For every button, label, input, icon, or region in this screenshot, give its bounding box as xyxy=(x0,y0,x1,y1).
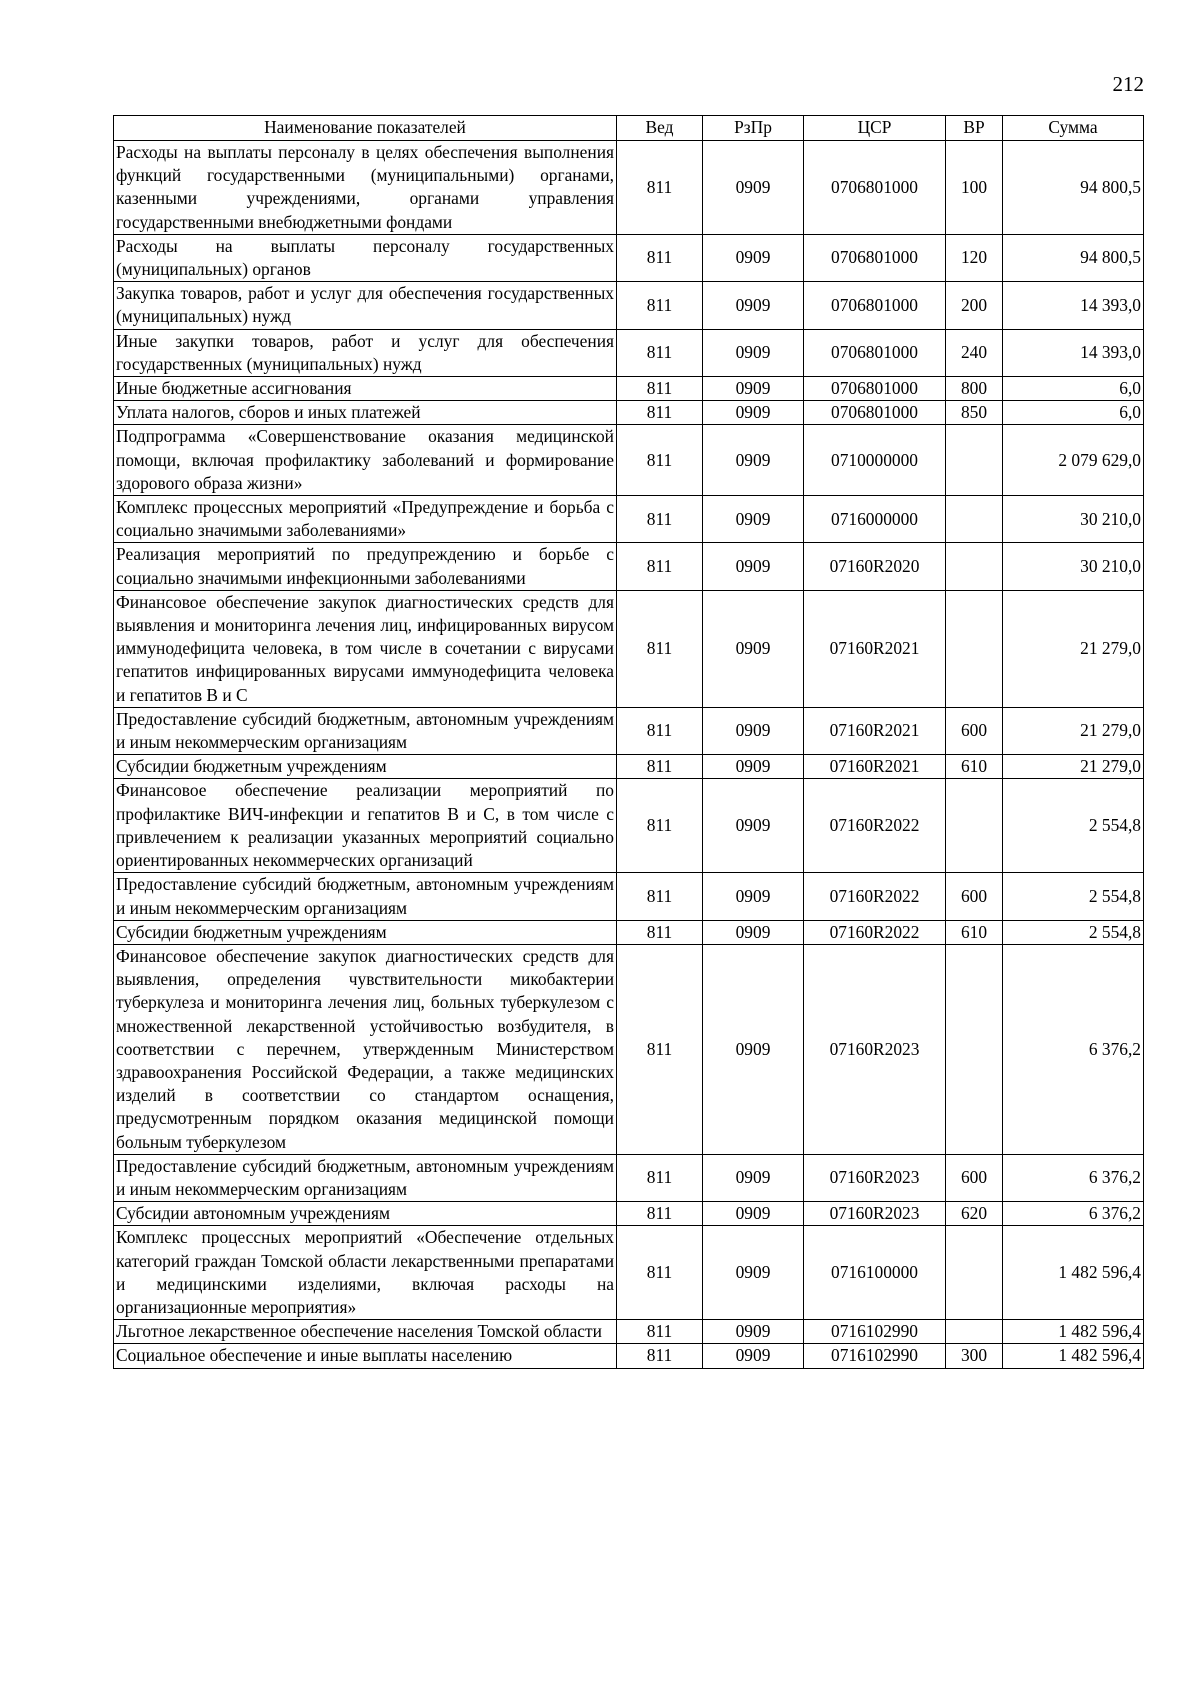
cell-rzpr: 0909 xyxy=(703,590,804,707)
cell-vr: 200 xyxy=(946,282,1003,329)
cell-sum: 21 279,0 xyxy=(1003,755,1144,779)
cell-name: Иные бюджетные ассигнования xyxy=(114,377,617,401)
table-row xyxy=(114,779,1144,873)
cell-name: Финансовое обеспечение реализации мероприятий по профилактике ВИЧ-инфекции и гепатитов В и С, в том числе с привлечением к реализации указанных мероприятий социально ориентированных некоммерческих организаций xyxy=(114,779,617,873)
cell-sum: 21 279,0 xyxy=(1003,590,1144,707)
table-row xyxy=(114,401,1144,425)
cell-sum: 2 554,8 xyxy=(1003,920,1144,944)
cell-rzpr: 0909 xyxy=(703,543,804,590)
table-row xyxy=(114,543,1144,590)
table-row xyxy=(114,944,1144,1154)
table-row xyxy=(114,234,1144,281)
cell-rzpr: 0909 xyxy=(703,873,804,920)
cell-rzpr: 0909 xyxy=(703,329,804,376)
cell-csr: 0706801000 xyxy=(804,141,946,235)
cell-ved: 811 xyxy=(617,944,703,1154)
cell-rzpr: 0909 xyxy=(703,377,804,401)
table-row xyxy=(114,1344,1144,1368)
table-row xyxy=(114,329,1144,376)
cell-csr: 07160R2023 xyxy=(804,944,946,1154)
cell-vr: 600 xyxy=(946,1154,1003,1201)
cell-name: Финансовое обеспечение закупок диагностических средств для выявления и мониторинга лечения лиц, инфицированных вирусом иммунодефицита человека, в том числе в сочетании с вирусами гепатитов инфицированных вирусами иммунодефицита человека и гепатитов В и С xyxy=(114,590,617,707)
cell-name: Предоставление субсидий бюджетным, автономным учреждениям и иным некоммерческим организациям xyxy=(114,1154,617,1201)
cell-rzpr: 0909 xyxy=(703,1202,804,1226)
cell-rzpr: 0909 xyxy=(703,920,804,944)
cell-vr xyxy=(946,779,1003,873)
header-sum: Сумма xyxy=(1003,116,1144,141)
cell-csr: 0706801000 xyxy=(804,377,946,401)
cell-csr: 07160R2022 xyxy=(804,873,946,920)
cell-rzpr: 0909 xyxy=(703,282,804,329)
cell-rzpr: 0909 xyxy=(703,1226,804,1320)
header-name: Наименование показателей xyxy=(114,116,617,141)
table-row xyxy=(114,873,1144,920)
header-rzpr: РзПр xyxy=(703,116,804,141)
table-row xyxy=(114,1154,1144,1201)
cell-csr: 0706801000 xyxy=(804,234,946,281)
cell-rzpr: 0909 xyxy=(703,779,804,873)
cell-ved: 811 xyxy=(617,920,703,944)
cell-csr: 07160R2022 xyxy=(804,779,946,873)
table-row xyxy=(114,755,1144,779)
table-row xyxy=(114,1226,1144,1320)
cell-ved: 811 xyxy=(617,779,703,873)
cell-name: Социальное обеспечение и иные выплаты населению xyxy=(114,1344,617,1368)
cell-sum: 2 079 629,0 xyxy=(1003,425,1144,496)
cell-csr: 0716102990 xyxy=(804,1320,946,1344)
cell-csr: 07160R2022 xyxy=(804,920,946,944)
cell-sum: 2 554,8 xyxy=(1003,779,1144,873)
cell-csr: 07160R2023 xyxy=(804,1154,946,1201)
cell-vr: 100 xyxy=(946,141,1003,235)
cell-vr: 610 xyxy=(946,920,1003,944)
cell-vr xyxy=(946,944,1003,1154)
table-row xyxy=(114,1320,1144,1344)
cell-rzpr: 0909 xyxy=(703,1344,804,1368)
cell-sum: 6 376,2 xyxy=(1003,1202,1144,1226)
cell-sum: 1 482 596,4 xyxy=(1003,1320,1144,1344)
cell-ved: 811 xyxy=(617,401,703,425)
table-body xyxy=(114,141,1144,1369)
cell-ved: 811 xyxy=(617,234,703,281)
cell-csr: 0706801000 xyxy=(804,329,946,376)
cell-csr: 07160R2023 xyxy=(804,1202,946,1226)
cell-csr: 0706801000 xyxy=(804,401,946,425)
cell-vr xyxy=(946,543,1003,590)
table-row xyxy=(114,1202,1144,1226)
cell-sum: 6 376,2 xyxy=(1003,944,1144,1154)
cell-ved: 811 xyxy=(617,282,703,329)
cell-csr: 0710000000 xyxy=(804,425,946,496)
page-number: 212 xyxy=(1112,72,1144,96)
cell-vr xyxy=(946,1320,1003,1344)
cell-name: Финансовое обеспечение закупок диагностических средств для выявления, определения чувствительности микобактерии туберкулеза и мониторинга лечения лиц, больных туберкулезом с множественной лекарственной устойчивостью возбудителя, в соответствии с перечнем, утвержденным Министерством здравоохранения Российской Федерации, а также медицинских изделий в соответствии со стандартом оснащения, предусмотренным порядком оказания медицинской помощи больным туберкулезом xyxy=(114,944,617,1154)
cell-name: Субсидии автономным учреждениям xyxy=(114,1202,617,1226)
cell-rzpr: 0909 xyxy=(703,401,804,425)
cell-rzpr: 0909 xyxy=(703,707,804,754)
cell-sum: 6 376,2 xyxy=(1003,1154,1144,1201)
cell-name: Закупка товаров, работ и услуг для обеспечения государственных (муниципальных) нужд xyxy=(114,282,617,329)
cell-name: Уплата налогов, сборов и иных платежей xyxy=(114,401,617,425)
cell-csr: 0716100000 xyxy=(804,1226,946,1320)
table-row xyxy=(114,377,1144,401)
cell-rzpr: 0909 xyxy=(703,944,804,1154)
cell-ved: 811 xyxy=(617,1320,703,1344)
cell-sum: 2 554,8 xyxy=(1003,873,1144,920)
cell-name: Подпрограмма «Совершенствование оказания медицинской помощи, включая профилактику заболеваний и формирование здорового образа жизни» xyxy=(114,425,617,496)
cell-vr: 620 xyxy=(946,1202,1003,1226)
table-row xyxy=(114,282,1144,329)
cell-rzpr: 0909 xyxy=(703,1320,804,1344)
cell-rzpr: 0909 xyxy=(703,141,804,235)
cell-csr: 0716102990 xyxy=(804,1344,946,1368)
header-vr: ВР xyxy=(946,116,1003,141)
cell-sum: 14 393,0 xyxy=(1003,282,1144,329)
header-csr: ЦСР xyxy=(804,116,946,141)
cell-vr: 300 xyxy=(946,1344,1003,1368)
cell-vr: 610 xyxy=(946,755,1003,779)
cell-ved: 811 xyxy=(617,1226,703,1320)
cell-rzpr: 0909 xyxy=(703,496,804,543)
table-row xyxy=(114,141,1144,235)
cell-name: Комплекс процессных мероприятий «Предупреждение и борьба с социально значимыми заболеваниями» xyxy=(114,496,617,543)
cell-vr: 120 xyxy=(946,234,1003,281)
cell-name: Предоставление субсидий бюджетным, автономным учреждениям и иным некоммерческим организациям xyxy=(114,873,617,920)
cell-name: Субсидии бюджетным учреждениям xyxy=(114,755,617,779)
cell-sum: 21 279,0 xyxy=(1003,707,1144,754)
cell-vr xyxy=(946,590,1003,707)
cell-csr: 0706801000 xyxy=(804,282,946,329)
table-row xyxy=(114,920,1144,944)
cell-csr: 0716000000 xyxy=(804,496,946,543)
cell-vr: 800 xyxy=(946,377,1003,401)
cell-sum: 1 482 596,4 xyxy=(1003,1226,1144,1320)
cell-name: Расходы на выплаты персоналу государственных (муниципальных) органов xyxy=(114,234,617,281)
cell-rzpr: 0909 xyxy=(703,234,804,281)
cell-ved: 811 xyxy=(617,377,703,401)
table-row xyxy=(114,590,1144,707)
cell-csr: 07160R2020 xyxy=(804,543,946,590)
cell-sum: 14 393,0 xyxy=(1003,329,1144,376)
cell-vr: 850 xyxy=(946,401,1003,425)
cell-name: Субсидии бюджетным учреждениям xyxy=(114,920,617,944)
cell-name: Комплекс процессных мероприятий «Обеспечение отдельных категорий граждан Томской области лекарственными препаратами и медицинскими изделиями, включая расходы на организационные мероприятия» xyxy=(114,1226,617,1320)
cell-ved: 811 xyxy=(617,873,703,920)
cell-ved: 811 xyxy=(617,425,703,496)
cell-sum: 94 800,5 xyxy=(1003,141,1144,235)
table-row xyxy=(114,425,1144,496)
cell-vr xyxy=(946,1226,1003,1320)
cell-ved: 811 xyxy=(617,329,703,376)
cell-ved: 811 xyxy=(617,141,703,235)
cell-ved: 811 xyxy=(617,590,703,707)
cell-vr xyxy=(946,425,1003,496)
cell-name: Льготное лекарственное обеспечение населения Томской области xyxy=(114,1320,617,1344)
cell-vr: 600 xyxy=(946,707,1003,754)
cell-sum: 1 482 596,4 xyxy=(1003,1344,1144,1368)
table-header-row xyxy=(114,116,1144,141)
cell-ved: 811 xyxy=(617,496,703,543)
cell-name: Реализация мероприятий по предупреждению и борьбе с социально значимыми инфекционными заболеваниями xyxy=(114,543,617,590)
cell-ved: 811 xyxy=(617,543,703,590)
cell-rzpr: 0909 xyxy=(703,425,804,496)
cell-rzpr: 0909 xyxy=(703,755,804,779)
cell-sum: 6,0 xyxy=(1003,401,1144,425)
cell-sum: 6,0 xyxy=(1003,377,1144,401)
cell-vr: 600 xyxy=(946,873,1003,920)
cell-name: Иные закупки товаров, работ и услуг для обеспечения государственных (муниципальных) нужд xyxy=(114,329,617,376)
cell-csr: 07160R2021 xyxy=(804,590,946,707)
cell-vr: 240 xyxy=(946,329,1003,376)
table-row xyxy=(114,496,1144,543)
cell-rzpr: 0909 xyxy=(703,1154,804,1201)
cell-sum: 30 210,0 xyxy=(1003,496,1144,543)
cell-csr: 07160R2021 xyxy=(804,755,946,779)
cell-name: Предоставление субсидий бюджетным, автономным учреждениям и иным некоммерческим организациям xyxy=(114,707,617,754)
cell-sum: 94 800,5 xyxy=(1003,234,1144,281)
cell-sum: 30 210,0 xyxy=(1003,543,1144,590)
table-row xyxy=(114,707,1144,754)
cell-ved: 811 xyxy=(617,1154,703,1201)
cell-ved: 811 xyxy=(617,1344,703,1368)
cell-ved: 811 xyxy=(617,755,703,779)
budget-table xyxy=(113,115,1144,1369)
cell-csr: 07160R2021 xyxy=(804,707,946,754)
cell-vr xyxy=(946,496,1003,543)
cell-ved: 811 xyxy=(617,707,703,754)
header-ved: Вед xyxy=(617,116,703,141)
cell-ved: 811 xyxy=(617,1202,703,1226)
cell-name: Расходы на выплаты персоналу в целях обеспечения выполнения функций государственными (муниципальными) органами, казенными учреждениями, органами управления государственными внебюджетными фондами xyxy=(114,141,617,235)
